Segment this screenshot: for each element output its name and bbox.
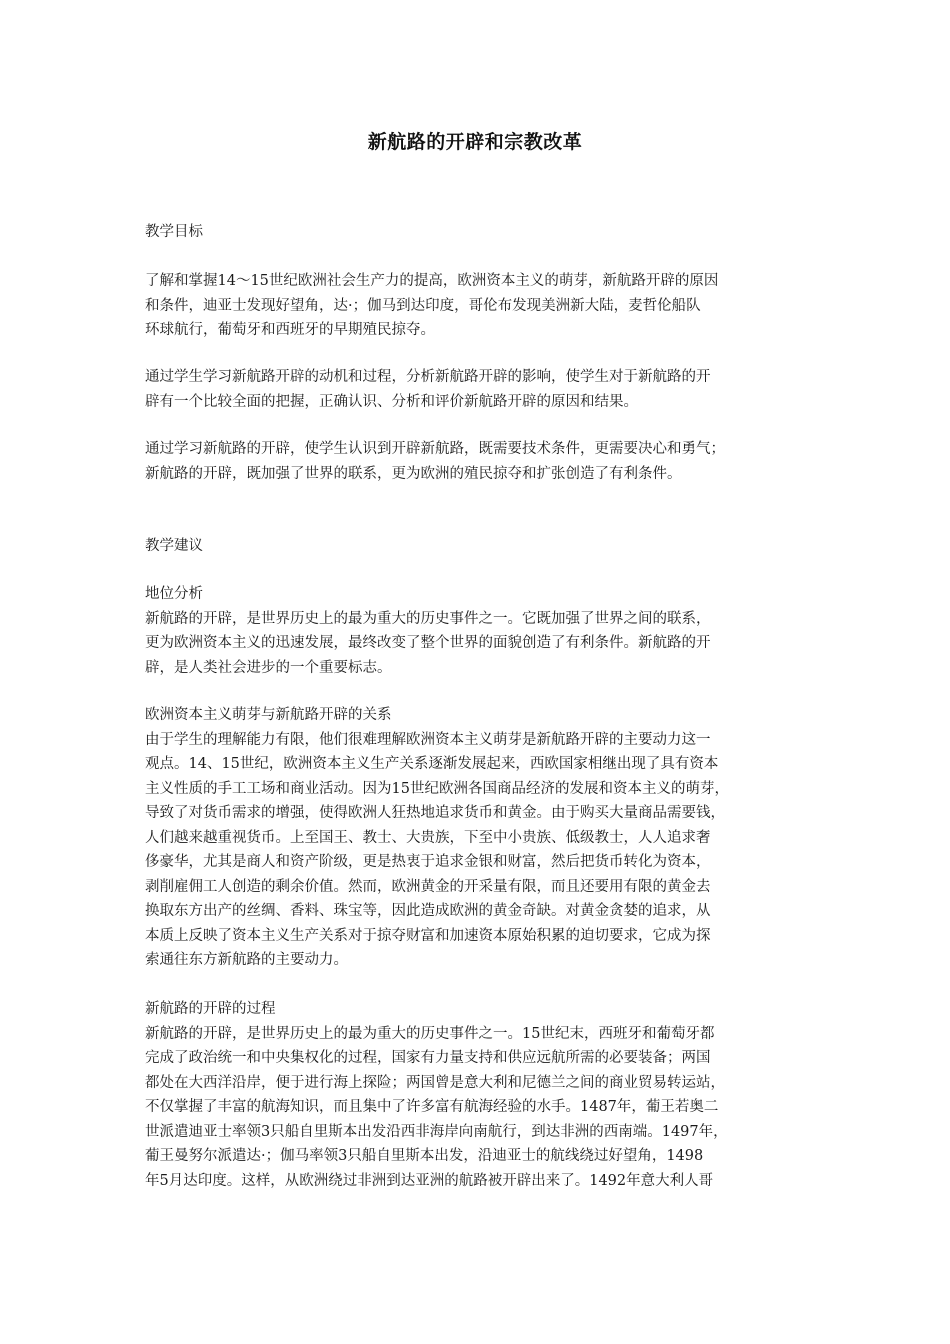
goals-paragraph-3: [145, 437, 810, 486]
document-title: 新航路的开辟和宗教改革: [367, 131, 583, 153]
text-line: 和条件，迪亚士发现好望角，达·；伽马到达印度，哥伦布发现美洲新大陆，麦哲伦船队: [145, 297, 701, 314]
text-line: 了解和掌握14～15世纪欧洲社会生产力的提高，欧洲资本主义的萌芽，新航路开辟的原因: [145, 273, 719, 289]
goals-paragraph-1: [145, 269, 810, 343]
text-line: 辟有一个比较全面的把握，正确认识、分析和评价新航路开辟的原因和结果。: [145, 393, 638, 410]
text-line: 导致了对货币需求的增强，使得欧洲人狂热地追求货币和黄金。由于购买大量商品需要钱，: [145, 805, 725, 821]
process-section: [145, 997, 810, 1193]
relation-heading: 欧洲资本主义萌芽与新航路开辟的关系: [145, 707, 392, 723]
text-line: 换取东方出产的丝绸、香料、珠宝等，因此造成欧洲的黄金奇缺。对黄金贪婪的追求，从: [145, 903, 711, 919]
text-line: 年5月达印度。这样，从欧洲绕过非洲到达亚洲的航路被开辟出来了。1492年意大利人哥: [145, 1172, 714, 1189]
text-line: 由于学生的理解能力有限，他们很难理解欧洲资本主义萌芽是新航路开辟的主要动力这一: [145, 731, 711, 748]
process-heading: 新航路的开辟的过程: [145, 1001, 276, 1017]
text-line: 索通往东方新航路的主要动力。: [145, 952, 348, 968]
goals-heading: 教学目标: [145, 224, 203, 240]
text-line: 人们越来越重视货币。上至国王、教士、大贵族，下至中小贵族、低级教士，人人追求奢: [145, 829, 711, 846]
text-line: 通过学习新航路的开辟，使学生认识到开辟新航路，既需要技术条件，更需要决心和勇气；: [145, 441, 725, 457]
text-line: 侈豪华，尤其是商人和资产阶级，更是热衷于追求金银和财富，然后把货币转化为资本，: [145, 854, 711, 870]
text-line: 世派遣迪亚士率领3只船自里斯本出发沿西非海岸向南航行，到达非洲的西南端。1497年，: [145, 1123, 728, 1140]
goals-paragraph-2: [145, 365, 810, 414]
position-section: [145, 582, 810, 680]
text-line: 更为欧洲资本主义的迅速发展，最终改变了整个世界的面貌创造了有利条件。新航路的开: [145, 635, 711, 651]
text-line: 环球航行，葡萄牙和西班牙的早期殖民掠夺。: [145, 322, 435, 338]
text-line: 通过学生学习新航路开辟的动机和过程，分析新航路开辟的影响，使学生对于新航路的开: [145, 369, 711, 385]
text-line: 新航路的开辟，既加强了世界的联系，更为欧洲的殖民掠夺和扩张创造了有利条件。: [145, 465, 682, 482]
relation-section: [145, 703, 810, 973]
text-line: 辟，是人类社会进步的一个重要标志。: [145, 659, 392, 676]
text-line: 新航路的开辟，是世界历史上的最为重大的历史事件之一。15世纪末，西班牙和葡萄牙都: [145, 1025, 715, 1042]
position-heading: 地位分析: [145, 586, 203, 602]
text-line: 本质上反映了资本主义生产关系对于掠夺财富和加速资本原始积累的迫切要求，它成为探: [145, 927, 711, 944]
suggest-heading: 教学建议: [145, 538, 203, 554]
text-line: 不仅掌握了丰富的航海知识，而且集中了许多富有航海经验的水手。1487年，葡王若奥二: [145, 1099, 719, 1115]
text-line: 葡王曼努尔派遣达·；伽马率领3只船自里斯本出发，沿迪亚士的航线绕过好望角，1498: [145, 1148, 704, 1164]
text-line: 完成了政治统一和中央集权化的过程，国家有力量支持和供应远航所需的必要装备；两国: [145, 1050, 711, 1066]
text-line: 剥削雇佣工人创造的剩余价值。然而，欧洲黄金的开采量有限，而且还要用有限的黄金去: [145, 878, 711, 895]
text-line: 观点。14、15世纪，欧洲资本主义生产关系逐渐发展起来，西欧国家相继出现了具有资本: [145, 756, 719, 772]
text-line: 新航路的开辟，是世界历史上的最为重大的历史事件之一。它既加强了世界之间的联系，: [145, 610, 711, 627]
text-line: 都处在大西洋沿岸，便于进行海上探险；两国曾是意大利和尼德兰之间的商业贸易转运站，: [145, 1074, 725, 1091]
text-line: 主义性质的手工工场和商业活动。因为15世纪欧洲各国商品经济的发展和资本主义的萌芽，: [145, 780, 729, 797]
